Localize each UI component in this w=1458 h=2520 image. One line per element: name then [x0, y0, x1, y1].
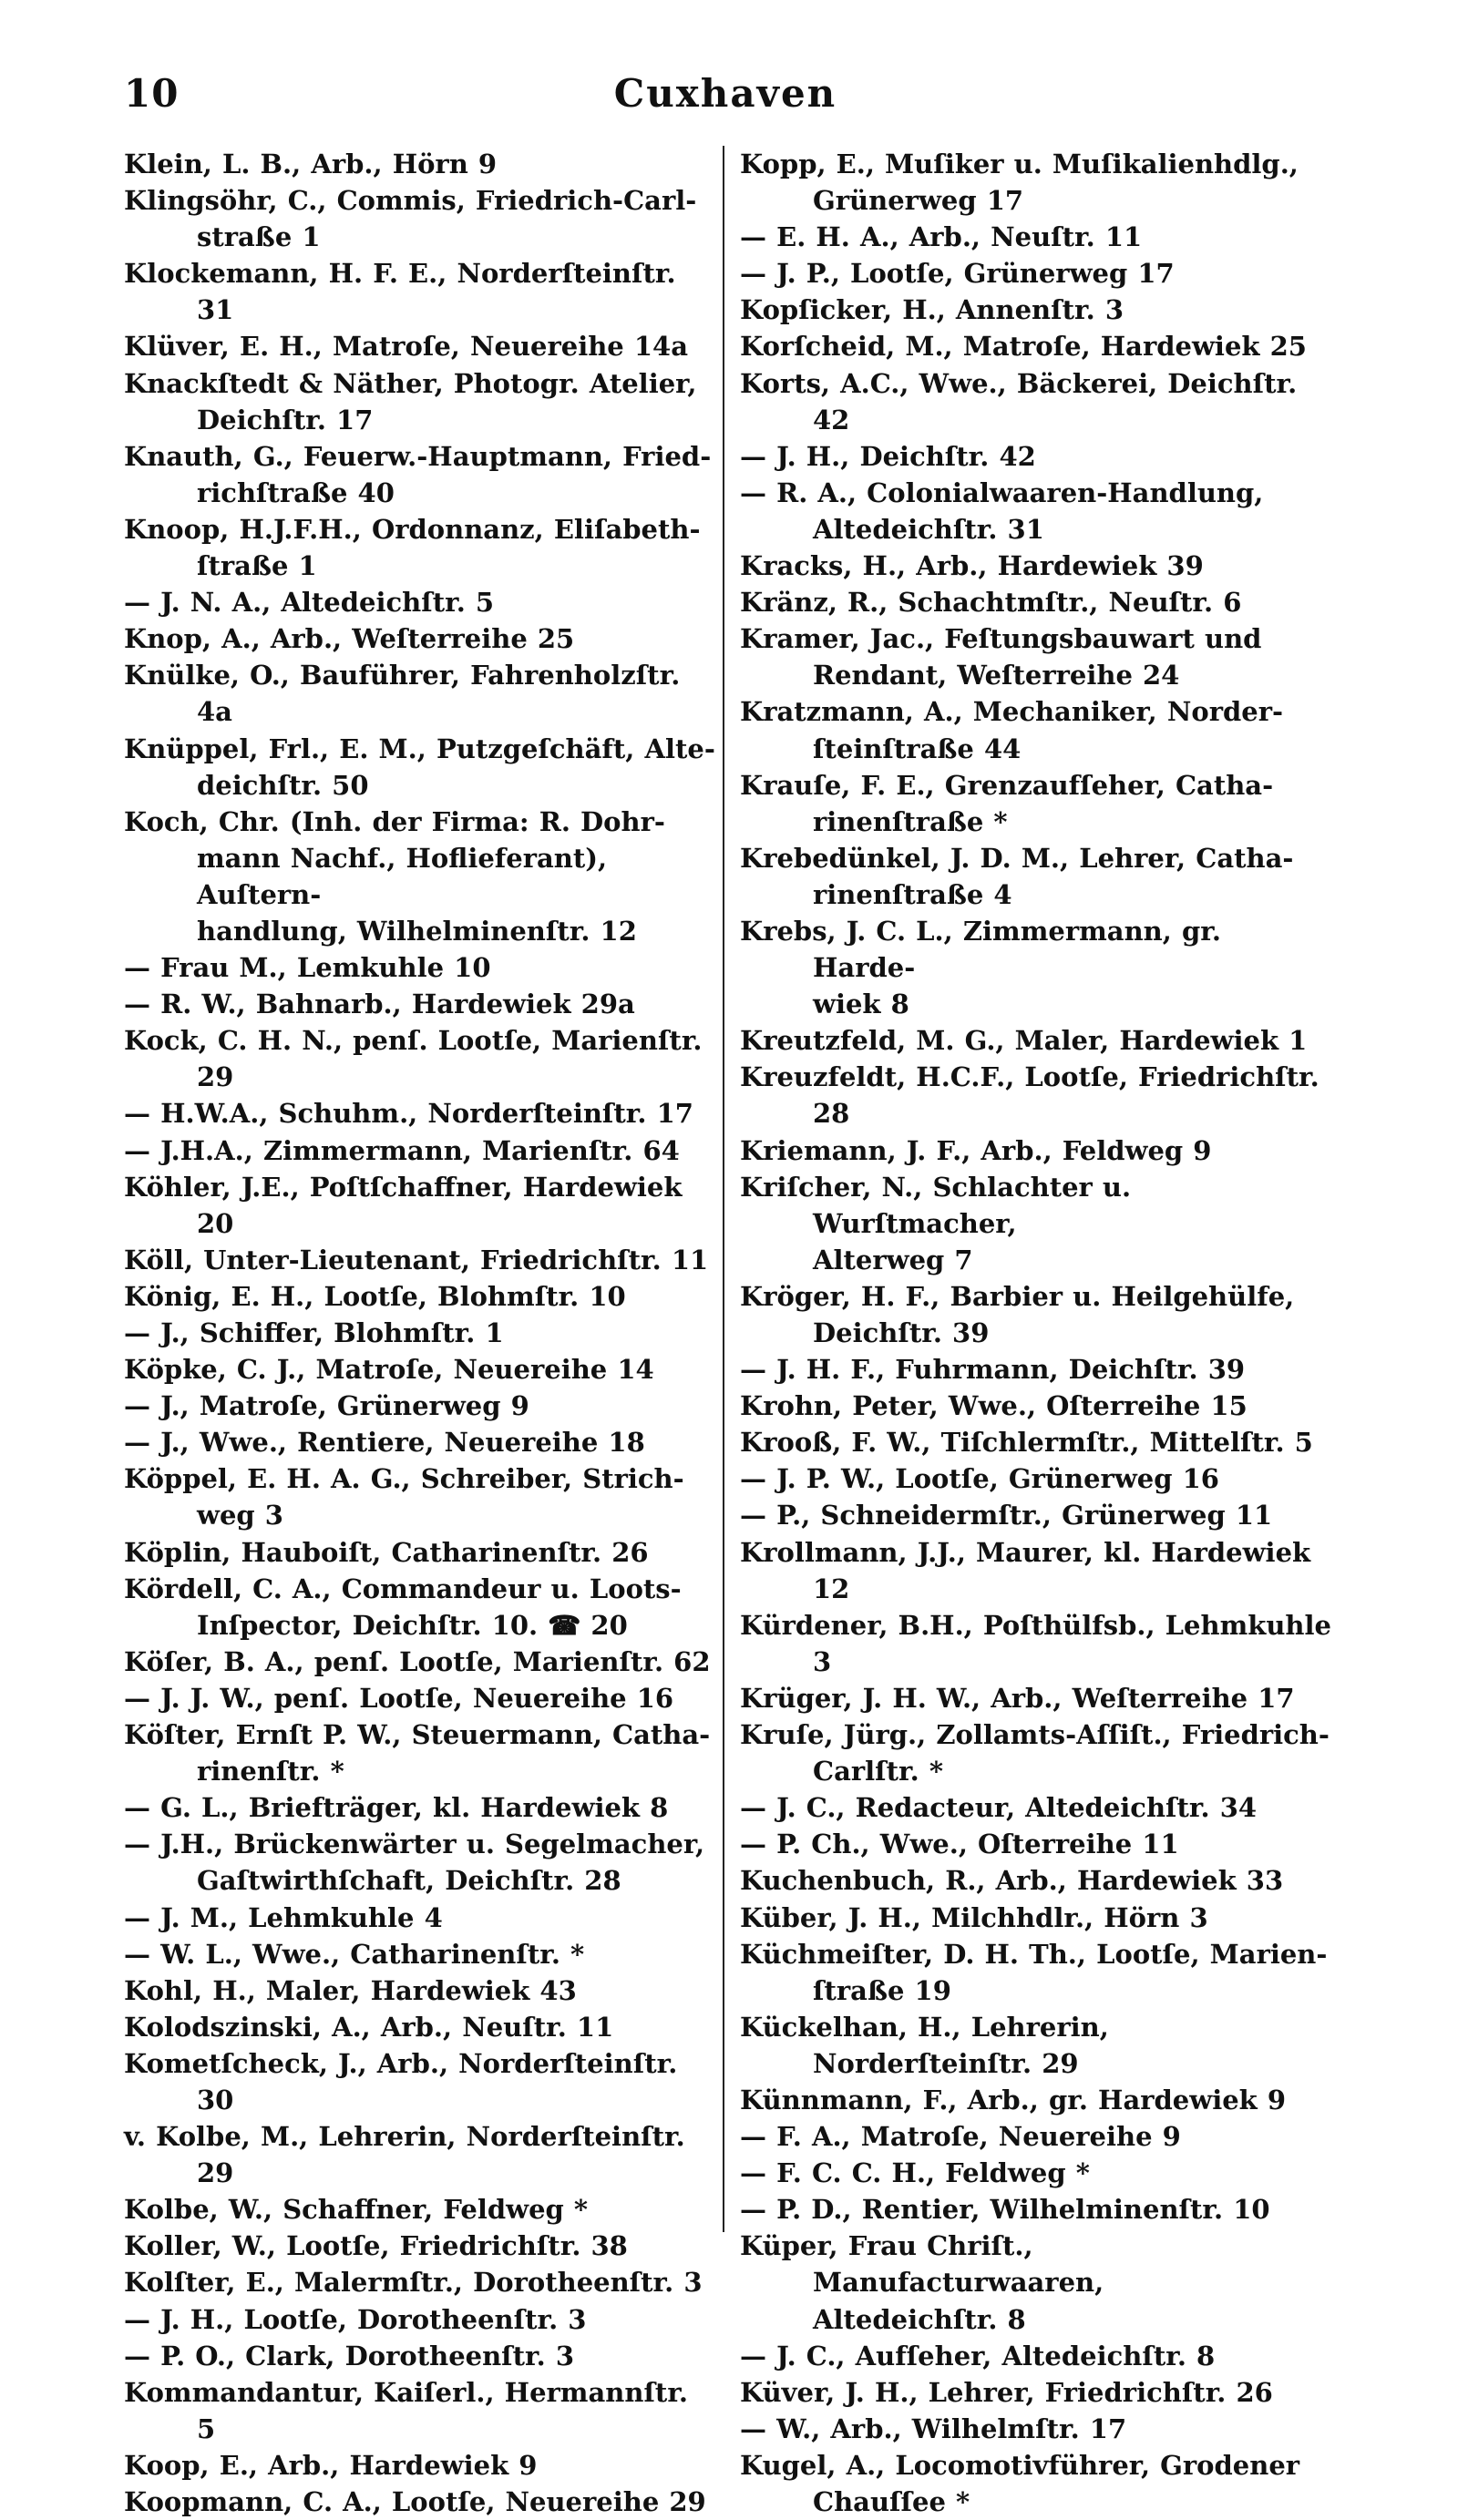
- entry-line: Klockemann, H. F. E., Norderſteinſtr. 31: [124, 258, 676, 326]
- directory-entry: [124, 1644, 716, 1680]
- entry-line: — P. O., Clark, Dorotheenſtr. 3: [124, 2340, 575, 2371]
- directory-entry: [740, 438, 1332, 475]
- entry-line: Kuchenbuch, R., Arb., Hardewiek 33: [740, 1865, 1284, 1897]
- entry-line: — J. P. W., Lootſe, Grünerweg 16: [740, 1463, 1219, 1495]
- directory-entry: [124, 731, 716, 804]
- entry-line: Korſcheid, M., Matroſe, Hardewiek 25: [740, 331, 1307, 363]
- directory-entry: [740, 1388, 1332, 1424]
- directory-entry: [124, 2228, 716, 2264]
- entry-continuation-line: weg 3: [197, 1500, 283, 1531]
- directory-entry: [740, 2155, 1332, 2191]
- directory-entry: [740, 2447, 1332, 2520]
- entry-line: — P., Schneidermſtr., Grünerweg 11: [740, 1500, 1273, 1531]
- entry-line: — E. H. A., Arb., Neuſtr. 11: [740, 221, 1143, 253]
- entry-line: — P. Ch., Wwe., Oſterreihe 11: [740, 1829, 1179, 1860]
- entry-line: Krebedünkel, J. D. M., Lehrer, Catha-: [740, 842, 1294, 874]
- directory-entry: [740, 1132, 1332, 1169]
- entry-continuation-line: Grünerweg 17: [813, 185, 1024, 217]
- entry-line: Krüger, J. H. W., Arb., Weſterreihe 17: [740, 1682, 1295, 1714]
- entry-line: König, E. H., Lootſe, Blohmſtr. 10: [124, 1280, 626, 1312]
- entry-continuation-line: Deichſtr. 39: [813, 1317, 990, 1348]
- entry-continuation-line: ſteinſtraße 44: [813, 732, 1022, 764]
- directory-entry: [124, 986, 716, 1022]
- directory-entry: [124, 1351, 716, 1388]
- directory-entry: [124, 949, 716, 986]
- directory-entry: [740, 1169, 1332, 1278]
- directory-entry: [124, 2447, 716, 2484]
- entry-line: — J. M., Lehmkuhle 4: [124, 1901, 443, 1933]
- directory-entry: [740, 219, 1332, 255]
- entry-line: — G. L., Briefträger, kl. Hardewiek 8: [124, 1792, 669, 1824]
- entry-continuation-line: rinenſtraße 4: [813, 878, 1012, 910]
- directory-entry: [124, 1716, 716, 1789]
- entry-line: Knop, A., Arb., Weſterreihe 25: [124, 623, 575, 655]
- entry-line: Kolbe, W., Schaffner, Feldweg *: [124, 2194, 589, 2226]
- left-column: [124, 146, 716, 2520]
- directory-entry: [124, 182, 716, 255]
- entry-line: Knoop, H.J.F.H., Ordonnanz, Eliſabeth-: [124, 513, 701, 545]
- directory-entry: [124, 1169, 716, 1242]
- entry-continuation-line: rinenſtraße *: [813, 805, 1008, 837]
- directory-entry: [740, 1862, 1332, 1899]
- entry-line: — P. D., Rentier, Wilhelminenſtr. 10: [740, 2194, 1270, 2226]
- directory-entry: [124, 365, 716, 438]
- entry-line: Kruſe, Jürg., Zollamts-Aſſiſt., Friedrich-: [740, 1719, 1330, 1751]
- entry-continuation-line: Rendant, Weſterreihe 24: [813, 660, 1180, 691]
- entry-line: Krebs, J. C. L., Zimmermann, gr. Harde-: [740, 915, 1221, 984]
- directory-entry: [740, 767, 1332, 840]
- directory-entry: [740, 913, 1332, 1022]
- directory-entry: [124, 2484, 716, 2520]
- directory-entry: [124, 1424, 716, 1460]
- directory-entry: [124, 1022, 716, 1095]
- entry-line: Kördell, C. A., Commandeur u. Loots-: [124, 1572, 682, 1604]
- directory-entry: [124, 1315, 716, 1351]
- entry-line: Knüppel, Frl., E. M., Putzgeſchäft, Alte-: [124, 732, 715, 764]
- directory-entry: [740, 1900, 1332, 1936]
- entry-line: Kränz, R., Schachtmſtr., Neuſtr. 6: [740, 587, 1242, 619]
- directory-entry: [124, 1936, 716, 1972]
- directory-entry: [740, 475, 1332, 548]
- entry-line: Koopmann, C. A., Lootſe, Neuereihe 29: [124, 2486, 706, 2517]
- entry-line: Kückelhan, H., Lehrerin, Norderſteinſtr. 29: [740, 2011, 1109, 2079]
- entry-line: Kreutzfeld, M. G., Maler, Hardewiek 1: [740, 1025, 1308, 1057]
- directory-entry: [740, 1716, 1332, 1789]
- entry-line: Kopſicker, H., Annenſtr. 3: [740, 294, 1124, 326]
- entry-line: Koop, E., Arb., Hardewiek 9: [124, 2449, 538, 2481]
- directory-entry: [124, 2191, 716, 2228]
- directory-entry: [740, 1534, 1332, 1607]
- entry-line: — F. A., Matroſe, Neuereihe 9: [740, 2121, 1181, 2153]
- directory-entry: [124, 1900, 716, 1936]
- entry-continuation-line: rinenſtr. *: [197, 1756, 344, 1788]
- directory-entry: [124, 2338, 716, 2374]
- directory-entry: [124, 804, 716, 949]
- directory-entry: [740, 2374, 1332, 2411]
- directory-entry: [124, 511, 716, 584]
- entry-line: — J. J. W., penſ. Lootſe, Neuereihe 16: [124, 1682, 674, 1714]
- entry-line: Köhler, J.E., Poſtſchaffner, Hardewiek 20: [124, 1171, 683, 1239]
- entry-line: Kramer, Jac., Feſtungsbauwart und: [740, 623, 1262, 655]
- entry-continuation-line: wiek 8: [813, 989, 909, 1020]
- entry-line: Kommandantur, Kaiſerl., Hermannſtr. 5: [124, 2376, 689, 2444]
- entry-line: Korts, A.C., Wwe., Bäckerei, Deichſtr. 42: [740, 367, 1298, 435]
- page-header: [124, 71, 1327, 126]
- entry-continuation-line: Gaſtwirthſchaft, Deichſtr. 28: [197, 1865, 621, 1897]
- entry-line: Krooß, F. W., Tiſchlermſtr., Mittelſtr. 5: [740, 1427, 1313, 1459]
- entry-line: Kürdener, B.H., Poſthülfsb., Lehmkuhle 3: [740, 1609, 1331, 1677]
- entry-line: Krohn, Peter, Wwe., Oſterreihe 15: [740, 1390, 1248, 1422]
- directory-entry: [124, 1826, 716, 1899]
- entry-line: Kohl, H., Maler, Hardewiek 43: [124, 1974, 577, 2006]
- directory-entry: [124, 620, 716, 657]
- directory-entry: [740, 1351, 1332, 1388]
- running-title: Cuxhaven: [613, 71, 837, 116]
- entry-line: Küchmeiſter, D. H. Th., Lootſe, Marien-: [740, 1938, 1328, 1970]
- directory-entry: [124, 1972, 716, 2009]
- directory-entry: [740, 328, 1332, 364]
- directory-entry: [740, 548, 1332, 584]
- directory-entry: [124, 2009, 716, 2045]
- entry-line: Köſer, B. A., penſ. Lootſe, Marienſtr. 62: [124, 1645, 711, 1677]
- entry-line: Kugel, A., Locomotivführer, Grodener: [740, 2449, 1300, 2481]
- directory-entry: [740, 292, 1332, 328]
- entry-line: Kolodszinski, A., Arb., Neuſtr. 11: [124, 2011, 614, 2043]
- entry-line: — J. H. F., Fuhrmann, Deichſtr. 39: [740, 1354, 1246, 1386]
- directory-entry: [124, 1132, 716, 1169]
- entry-line: Kometſcheck, J., Arb., Norderſteinſtr. 30: [124, 2047, 678, 2115]
- directory-entry: [124, 1534, 716, 1571]
- directory-entry: [124, 584, 716, 620]
- entry-line: — R. A., Colonialwaaren-Handlung,: [740, 476, 1264, 508]
- entry-continuation-line: ſtraße 1: [197, 550, 317, 582]
- entry-line: Kock, C. H. N., penſ. Lootſe, Marienſtr. 29: [124, 1025, 703, 1093]
- entry-line: Krollmann, J.J., Maurer, kl. Hardewiek 12: [740, 1536, 1311, 1604]
- directory-entry: [740, 1680, 1332, 1716]
- directory-entry: [740, 620, 1332, 693]
- directory-entry: [124, 255, 716, 328]
- entry-line: Kratzmann, A., Mechaniker, Norder-: [740, 696, 1284, 728]
- directory-entry: [740, 2411, 1332, 2447]
- entry-line: — H.W.A., Schuhm., Norderſteinſtr. 17: [124, 1098, 693, 1130]
- directory-entry: [740, 840, 1332, 913]
- entry-continuation-line: straße 1: [197, 221, 321, 253]
- entry-line: — Frau M., Lemkuhle 10: [124, 952, 491, 984]
- directory-entry: [740, 1424, 1332, 1460]
- entry-line: Köpke, C. J., Matroſe, Neuereihe 14: [124, 1354, 654, 1386]
- entry-continuation-line: Altedeichſtr. 31: [813, 513, 1044, 545]
- entry-line: Kracks, H., Arb., Hardewiek 39: [740, 550, 1204, 582]
- entry-line: — J., Wwe., Rentiere, Neuereihe 18: [124, 1427, 645, 1459]
- directory-entry: [124, 1789, 716, 1826]
- directory-entry: [740, 2009, 1332, 2082]
- entry-continuation-line: mann Nachf., Hoflieferant), Auſtern-: [197, 842, 608, 910]
- entry-line: Kreuzfeldt, H.C.F., Lootſe, Friedrichſtr. 28: [740, 1061, 1319, 1130]
- directory-entry: [740, 1789, 1332, 1826]
- directory-entry: [124, 1242, 716, 1278]
- right-column: [740, 146, 1332, 2520]
- directory-entry: [740, 693, 1332, 766]
- entry-line: Köll, Unter-Lieutenant, Friedrichſtr. 11: [124, 1244, 709, 1275]
- entry-continuation-line: handlung, Wilhelminenſtr. 12: [197, 915, 637, 947]
- directory-entry: [740, 1936, 1332, 2009]
- entry-line: Kriſcher, N., Schlachter u. Wurſtmacher,: [740, 1171, 1132, 1239]
- entry-continuation-line: richſtraße 40: [197, 476, 395, 508]
- directory-entry: [124, 2264, 716, 2300]
- directory-entry: [740, 1607, 1332, 1680]
- entry-line: Klüver, E. H., Matroſe, Neuereihe 14a: [124, 331, 688, 363]
- entry-line: — J.H.A., Zimmermann, Marienſtr. 64: [124, 1134, 680, 1166]
- directory-entry: [740, 146, 1332, 219]
- entry-continuation-line: ſtraße 19: [813, 1974, 951, 2006]
- entry-line: Küber, J. H., Milchhdlr., Hörn 3: [740, 1901, 1208, 1933]
- directory-entry: [740, 1460, 1332, 1497]
- entry-continuation-line: Carlſtr. *: [813, 1756, 944, 1788]
- entry-line: — F. C. C. H., Feldweg *: [740, 2157, 1090, 2189]
- directory-entry: [740, 2191, 1332, 2228]
- directory-entry: [740, 1278, 1332, 1351]
- entry-continuation-line: Alterweg 7: [813, 1244, 973, 1275]
- directory-entry: [124, 146, 716, 182]
- entry-line: Küper, Frau Chriſt., Manufacturwaaren,: [740, 2230, 1104, 2299]
- directory-entry: [740, 2118, 1332, 2155]
- directory-entry: [740, 584, 1332, 620]
- entry-continuation-line: Chauſſee *: [813, 2486, 970, 2517]
- directory-entry: [740, 365, 1332, 438]
- directory-entry: [124, 1460, 716, 1533]
- entry-line: Koller, W., Lootſe, Friedrichſtr. 38: [124, 2230, 628, 2262]
- directory-entry: [740, 2228, 1332, 2337]
- directory-entry: [124, 1388, 716, 1424]
- directory-entry: [740, 1022, 1332, 1059]
- entry-line: Knülke, O., Bauführer, Fahrenholzſtr. 4a: [124, 660, 681, 728]
- directory-entry: [740, 1826, 1332, 1862]
- entry-line: Knackſtedt & Näther, Photogr. Atelier,: [124, 367, 697, 399]
- entry-line: — J. P., Lootſe, Grünerweg 17: [740, 258, 1175, 290]
- entry-continuation-line: Altedeichſtr. 8: [813, 2303, 1026, 2335]
- directory-entry: [124, 1278, 716, 1315]
- entry-line: Köplin, Hauboiſt, Catharinenſtr. 26: [124, 1536, 649, 1568]
- entry-line: Kopp, E., Muſiker u. Muſikalienhdlg.,: [740, 149, 1299, 179]
- directory-entry: [124, 2045, 716, 2118]
- directory-entry: [124, 2374, 716, 2447]
- entry-line: Küver, J. H., Lehrer, Friedrichſtr. 26: [740, 2376, 1273, 2408]
- entry-line: — W., Arb., Wilhelmſtr. 17: [740, 2412, 1127, 2444]
- entry-line: — J., Matroſe, Grünerweg 9: [124, 1390, 529, 1422]
- entry-line: v. Kolbe, M., Lehrerin, Norderſteinſtr. 29: [124, 2121, 685, 2189]
- page-number: 10: [124, 71, 180, 116]
- directory-entry: [124, 438, 716, 511]
- entry-line: — J. H., Deichſtr. 42: [740, 440, 1036, 472]
- directory-entry: [740, 2082, 1332, 2118]
- directory-entry: [124, 1095, 716, 1132]
- directory-entry: [740, 255, 1332, 292]
- entry-line: Köſter, Ernſt P. W., Steuermann, Catha-: [124, 1719, 711, 1751]
- entry-line: Künnmann, F., Arb., gr. Hardewiek 9: [740, 2084, 1287, 2115]
- directory-entry: [124, 657, 716, 730]
- entry-continuation-line: Deichſtr. 17: [197, 404, 374, 435]
- directory-entry: [124, 2301, 716, 2338]
- entry-line: — J., Schiffer, Blohmſtr. 1: [124, 1317, 504, 1348]
- column-divider: [723, 146, 724, 2232]
- directory-entry: [740, 2338, 1332, 2374]
- entry-line: Koch, Chr. (Inh. der Firma: R. Dohr-: [124, 805, 665, 837]
- entry-line: Köppel, E. H. A. G., Schreiber, Strich-: [124, 1463, 684, 1495]
- directory-entry: [124, 2118, 716, 2191]
- entry-line: Kröger, H. F., Barbier u. Heilgehülfe,: [740, 1280, 1295, 1312]
- directory-entry: [740, 1059, 1332, 1132]
- directory-entry: [124, 328, 716, 364]
- entry-line: — J. H., Lootſe, Dorotheenſtr. 3: [124, 2303, 587, 2335]
- entry-continuation-line: deichſtr. 50: [197, 769, 369, 801]
- entry-line: — J. N. A., Altedeichſtr. 5: [124, 587, 495, 619]
- entry-line: Klingsöhr, C., Commis, Friedrich-Carl-: [124, 185, 697, 217]
- entry-line: — J. C., Redacteur, Altedeichſtr. 34: [740, 1792, 1258, 1824]
- entry-line: Kriemann, J. F., Arb., Feldweg 9: [740, 1134, 1212, 1166]
- entry-continuation-line: Inſpector, Deichſtr. 10. ☎ 20: [197, 1609, 628, 1641]
- entry-line: Klein, L. B., Arb., Hörn 9: [124, 149, 498, 179]
- entry-line: — R. W., Bahnarb., Hardewiek 29a: [124, 989, 635, 1020]
- entry-line: Knauth, G., Feuerw.-Hauptmann, Fried-: [124, 440, 712, 472]
- directory-entry: [740, 1497, 1332, 1533]
- entry-line: Kolſter, E., Malermſtr., Dorotheenſtr. 3: [124, 2267, 703, 2299]
- entry-line: Krauſe, F. E., Grenzaufſeher, Catha-: [740, 769, 1274, 801]
- directory-entry: [124, 1571, 716, 1644]
- entry-line: — J.H., Brückenwärter u. Segelmacher,: [124, 1829, 705, 1860]
- entry-line: — J. C., Aufſeher, Altedeichſtr. 8: [740, 2340, 1216, 2371]
- directory-entry: [124, 1680, 716, 1716]
- entry-line: — W. L., Wwe., Catharinenſtr. *: [124, 1938, 585, 1970]
